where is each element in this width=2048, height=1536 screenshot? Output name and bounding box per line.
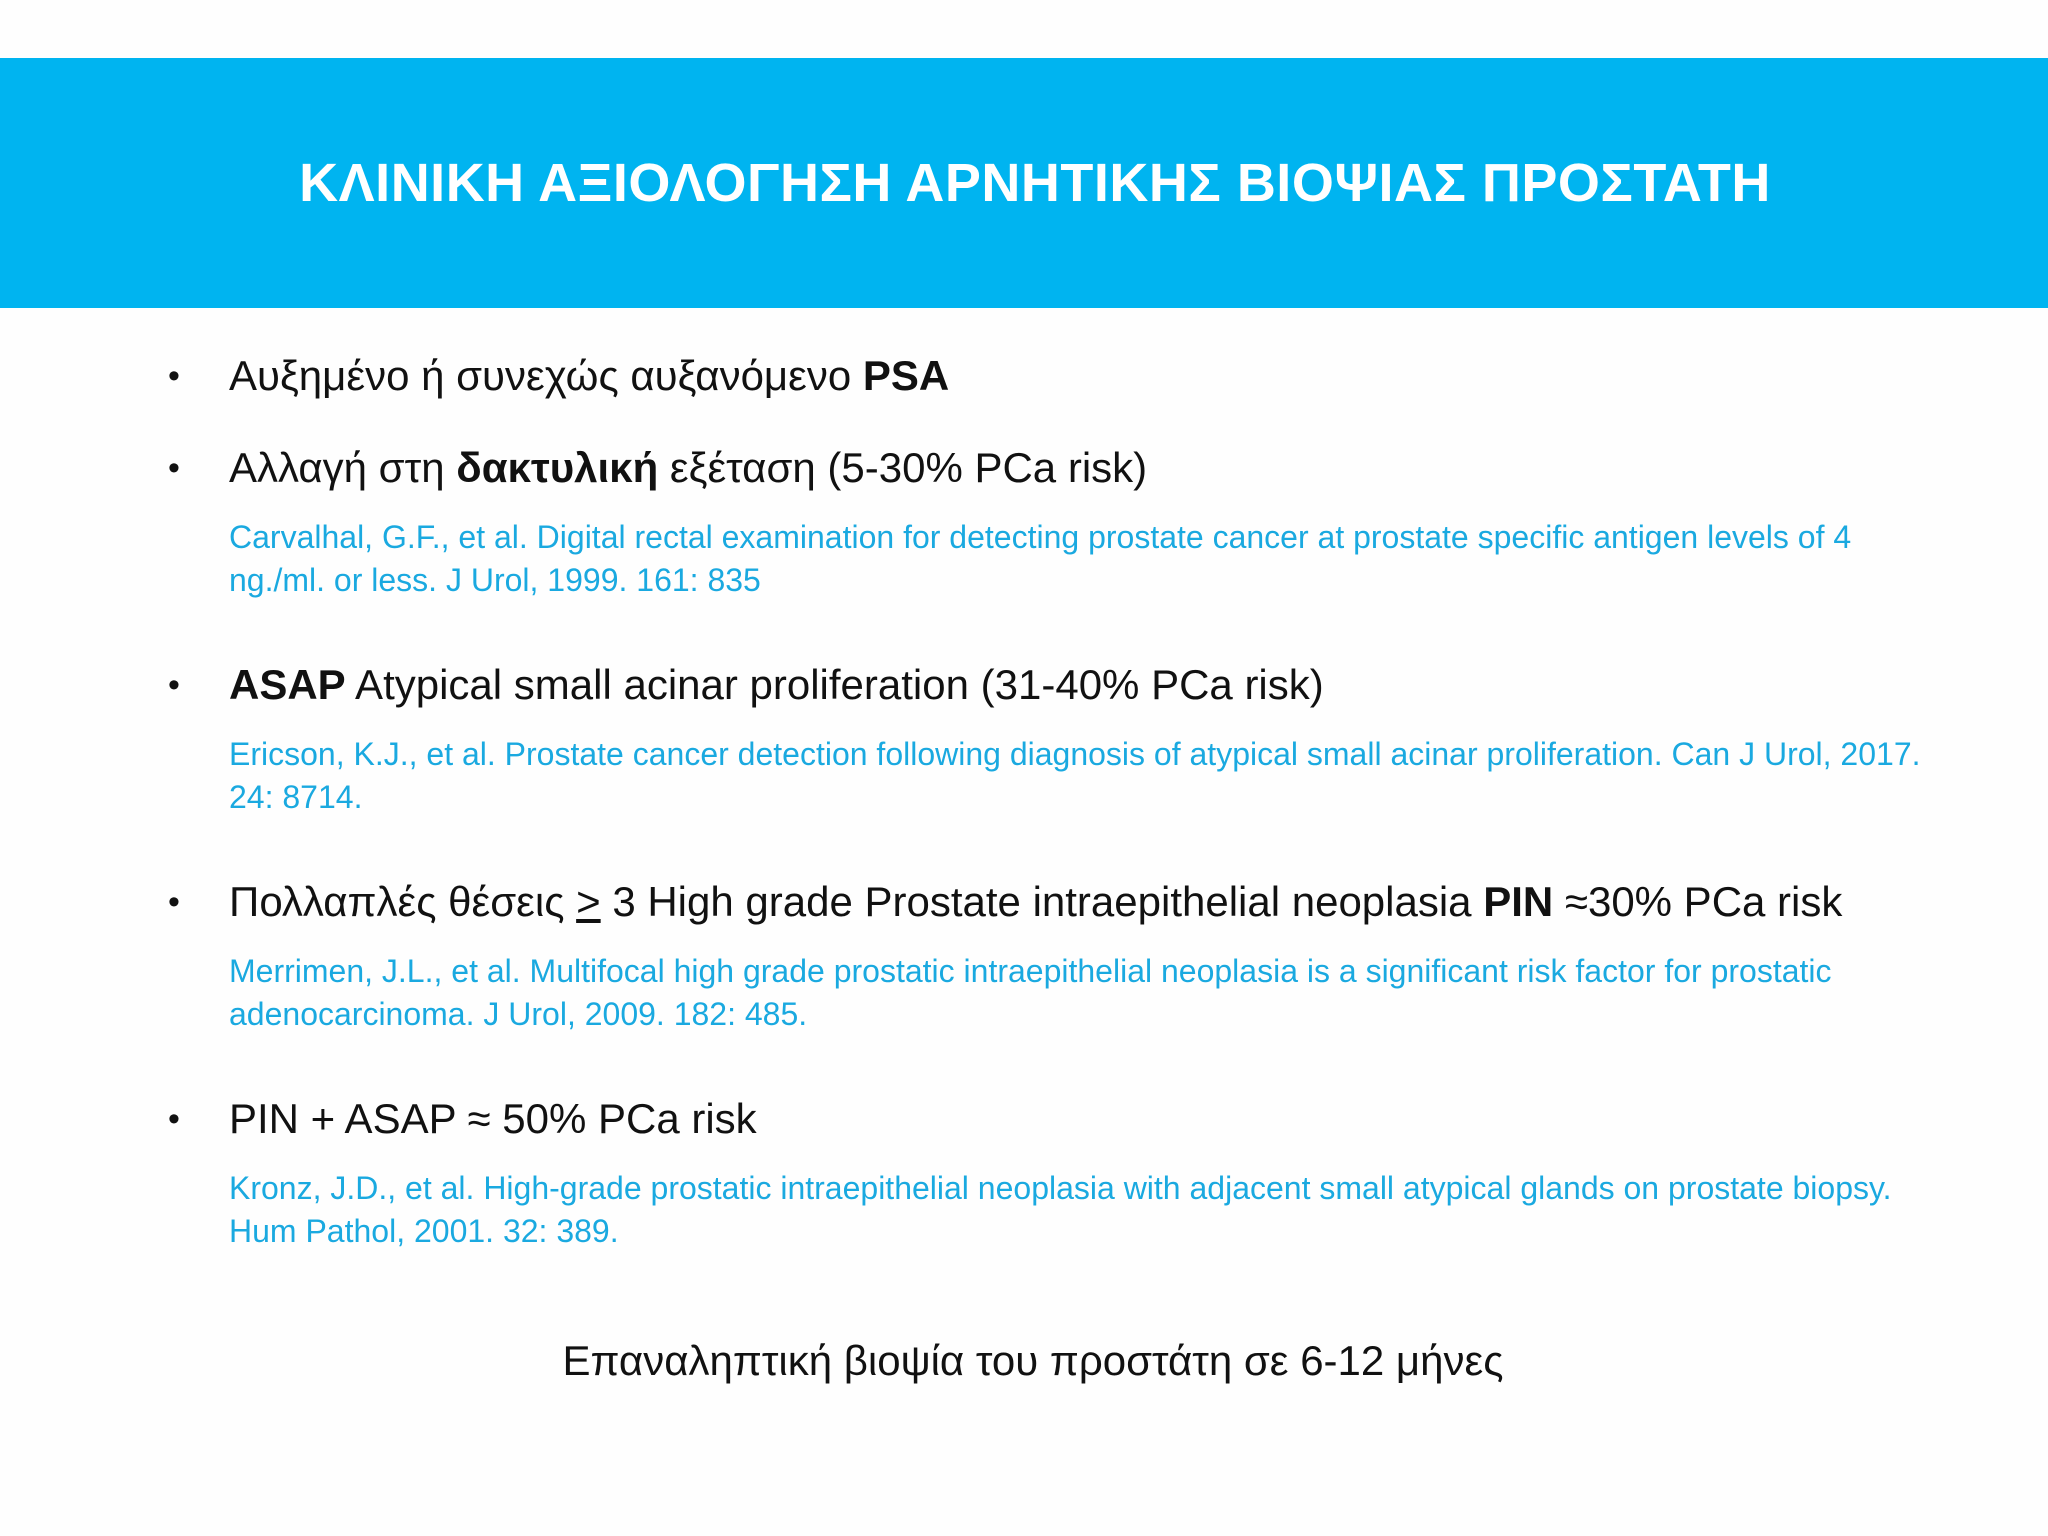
bullet-text: Αλλαγή στη [229, 444, 457, 491]
bullet-marker: • [168, 449, 180, 487]
bullet-marker: • [168, 357, 180, 395]
slide-title: ΚΛΙΝΙΚΗ ΑΞΙΟΛΟΓΗΣΗ ΑΡΝΗΤΙΚΗΣ ΒΙΟΨΙΑΣ ΠΡΟΣΤΑΤΗ [299, 153, 1771, 213]
bullet-text-tail: Atypical small acinar proliferation (31-40% PCa risk) [345, 661, 1324, 708]
conclusion-text: Επαναληπτική βιοψία του προστάτη σε 6-12 μήνες [562, 1337, 1504, 1384]
bullet-list [168, 330, 1928, 1284]
bullet-text: Αυξημένο ή συνεχώς αυξανόμενο [229, 352, 863, 399]
bullet-text-tail: ≈30% PCa risk [1553, 878, 1843, 925]
bullet-bold-text: PIN [1483, 878, 1554, 925]
reference-citation: Carvalhal, G.F., et al. Digital rectal examination for detecting prostate cancer at prostate specific antigen levels of 4 ng./ml. or less. J Urol, 1999. 161: 835 [229, 519, 1852, 598]
title-banner [0, 58, 2048, 308]
bullet-bold-text: PSA [862, 352, 950, 399]
bullet-item-pin [168, 856, 1928, 948]
greater-equal-symbol: > [576, 878, 601, 925]
bullet-item-asap [168, 639, 1928, 731]
bullet-text: Πολλαπλές θέσεις [229, 878, 577, 925]
bullet-text-tail: εξέταση (5-30% PCa risk) [658, 444, 1148, 491]
bullet-bold-text: ASAP [229, 661, 346, 708]
bullet-item-pin-asap [168, 1073, 1928, 1165]
bullet-item-dre [168, 422, 1928, 514]
bullet-marker: • [168, 666, 180, 704]
bullet-marker: • [168, 883, 180, 921]
bullet-text-middle: 3 High grade Prostate intraepithelial neoplasia [600, 878, 1484, 925]
bullet-text: PIN + ASAP ≈ 50% PCa risk [229, 1095, 757, 1142]
reference-citation: Merrimen, J.L., et al. Multifocal high grade prostatic intraepithelial neoplasia is a significant risk factor for prostatic adenocarcinoma. J Urol, 2009. 182: 485. [229, 953, 1832, 1032]
reference-citation: Kronz, J.D., et al. High-grade prostatic intraepithelial neoplasia with adjacent small atypical glands on prostate biopsy. Hum Pathol, 2001. 32: 389. [229, 1170, 1892, 1249]
reference-citation: Ericson, K.J., et al. Prostate cancer detection following diagnosis of atypical small acinar proliferation. Can J Urol, 2017. 24: 8714. [229, 736, 1921, 815]
bullet-bold-text: δακτυλική [456, 444, 659, 491]
bullet-marker: • [168, 1100, 180, 1138]
bullet-item-psa [168, 330, 1928, 422]
